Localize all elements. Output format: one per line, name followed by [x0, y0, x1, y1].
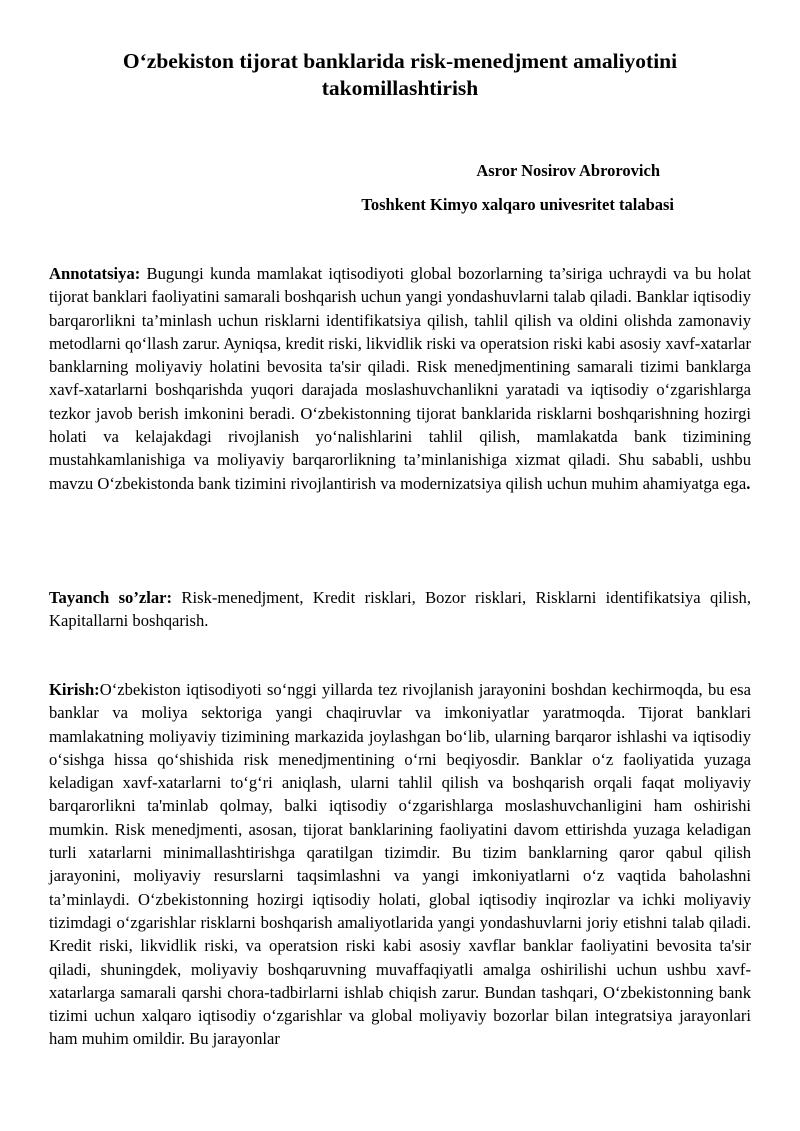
- author-affiliation: Toshkent Kimyo xalqaro univesritet talabasi: [361, 195, 674, 214]
- introduction-paragraph: [49, 678, 751, 1051]
- keywords-text: Risk-menedjment, Kredit risklari, Bozor risklari, Risklarni identifikatsiya qilish, Kapitallarni boshqarish.: [49, 588, 751, 631]
- abstract-end: .: [746, 473, 751, 493]
- paper-title: O‘zbekiston tijorat banklarida risk-menedjment amaliyotini takomillashtirish: [122, 49, 678, 100]
- author-name: Asror Nosirov Abrorovich: [476, 161, 660, 180]
- keywords-label: Tayanch so’zlar:: [49, 588, 173, 607]
- keywords-paragraph: [49, 586, 751, 633]
- abstract-text: Bugungi kunda mamlakat iqtisodiyoti global bozorlarning ta’siriga uchraydi va bu holat tijorat banklari faoliyatini samarali boshqarish uchun yangi yondashuvlarni talab qiladi. Banklar iqtisodiy barqarorlikni ta’minlash uchun risklarni identifikatsiya qilish, tahlil qilish va oldini olishda zamonaviy metodlarni qo‘llash zarur. Ayniqsa, kredit riski, likvidlik riski va operatsion riski kabi asosiy xavf-xatarlar banklarning moliyaviy holatini bevosita ta'sir qiladi. Risk menedjmentining samarali tizimi banklarga xavf-xatarlarni boshqarishda yuqori darajada moslashuvchanlikni yaratadi va iqtisodiy o‘zgarishlarga tezkor javob berish imkonini beradi. O‘zbekistonning tijorat banklarida risklarni boshqarishning hozirgi holati va kelajakdagi rivojlanish yo‘nalishlarini tahlil qilish, mamlakatda bank tizimining mustahkamlanishiga va moliyaviy barqarorlikning ta’minlanishiga xizmat qiladi. Shu sababli, ushbu mavzu O‘zbekistonda bank tizimini rivojlantirish va modernizatsiya qilish uchun muhim ahamiyatga ega: [49, 264, 751, 493]
- introduction-text: O‘zbekiston iqtisodiyoti so‘nggi yillarda tez rivojlanish jarayonini boshdan kechirmoqda, bu esa banklar va moliya sektoriga yangi chaqiruvlar va imkoniyatlar yaratmoqda. Tijorat banklari mamlakatning moliyaviy tizimining markazida joylashgan bo‘lib, ularning barqaror ishlashi va iqtisodiy o‘sishga hissa qo‘shishida risk menedjmentining o‘rni beqiyosdir. Banklar o‘z faoliyatida yuzaga keladigan xavf-xatarlarni to‘g‘ri aniqlash, ularni tahlil qilish va boshqarish orqali faqat moliyaviy barqarorlikni ta'minlab qolmay, balki iqtisodiy o‘zgarishlarga moslashuvchanligini ham oshirishi mumkin. Risk menedjmenti, asosan, tijorat banklarining faoliyatini davom ettirishda yuzaga keladigan turli xatarlarni minimallashtirishga qaratilgan tizimdir. Bu tizim banklarning qaror qabul qilish jarayonini, moliyaviy resurslarni taqsimlashni va yangi imkoniyatlarni o‘z vaqtida baholashni ta’minlaydi. O‘zbekistonning hozirgi iqtisodiy holati, global iqtisodiy inqirozlar va ichki moliyaviy tizimdagi o‘zgarishlar risklarni boshqarish amaliyotlarida yangi yondashuvlarni joriy etishni talab qiladi. Kredit riski, likvidlik riski, va operatsion riski kabi asosiy xavflar banklar faoliyatini bevosita ta'sir qiladi, shuningdek, moliyaviy boshqaruvning muvaffaqiyatli amalga oshirilishi uchun ushbu xavf-xatarlarga samarali qarshi chora-tadbirlarni ishlab chiqish zarur. Bundan tashqari, O‘zbekistonning bank tizimi uchun xalqaro iqtisodiy o‘zgarishlar va global moliyaviy bozorlar bilan integratsiya jarayonlari ham muhim omildir. Bu jarayonlar: [49, 680, 751, 1049]
- introduction-label: Kirish:: [49, 680, 100, 699]
- abstract-label: Annotatsiya:: [49, 264, 141, 283]
- abstract-paragraph: [49, 262, 751, 495]
